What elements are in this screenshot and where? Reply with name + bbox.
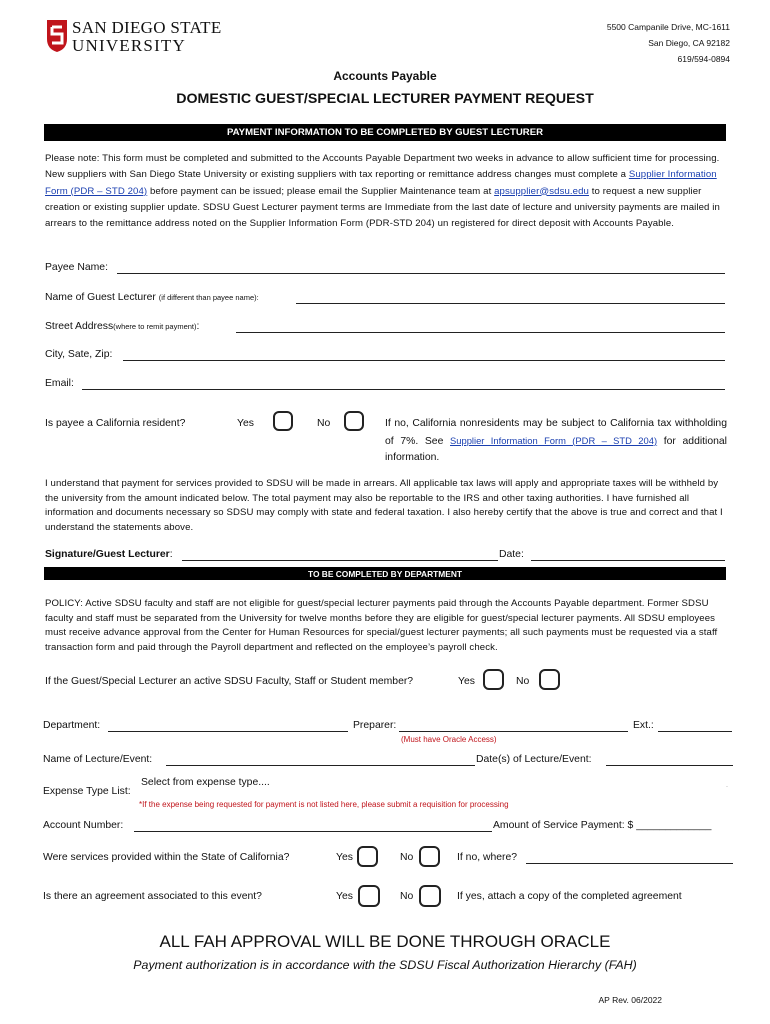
address-line-2: San Diego, CA 92182 [648,38,730,48]
active-yes-label: Yes [458,676,475,687]
resident-supplier-form-link[interactable]: Supplier Information Form (PDR – STD 204) [450,434,658,446]
street-address-label [45,321,199,332]
amount-label: Amount of Service Payment: $ _____________ [493,820,712,831]
california-yes-label: Yes [336,852,353,863]
signature-label [45,549,173,560]
california-no-checkbox[interactable] [419,846,440,867]
signature-date-label: Date: [499,549,524,560]
city-label: City, Sate, Zip: [45,349,113,360]
resident-question: Is payee a California resident? [45,418,186,429]
signature-date-field[interactable] [531,560,725,561]
resident-no-checkbox[interactable] [344,411,364,431]
lecturer-name-field[interactable] [296,303,725,304]
ext-field[interactable] [658,731,732,732]
email-label: Email: [45,378,74,389]
signature-field[interactable] [182,560,498,561]
california-yes-checkbox[interactable] [357,846,378,867]
resident-no-label: No [317,418,331,429]
oracle-access-note: (Must have Oracle Access) [401,735,497,744]
california-no-label: No [400,852,414,863]
fah-authorization-text: Payment authorization is in accordance with the SDSU Fiscal Authorization Hierarchy (FAH) [133,958,637,972]
sdsu-shield-icon [46,19,68,53]
resident-note-text-1: If no, California nonresidents may be subject to California tax withholding of 7%. See [385,418,727,447]
department-heading: Accounts Payable [333,69,437,83]
agreement-question: Is there an agreement associated to this event? [43,891,262,902]
city-field[interactable] [123,360,725,361]
active-member-question: If the Guest/Special Lecturer an active SDSU Faculty, Staff or Student member? [45,676,414,687]
note-text-2: before payment can be issued; please email the Supplier Maintenance team at [147,185,495,197]
certification-paragraph: I understand that payment for services provided to SDSU will be made in arrears. All applicable tax laws will apply and appropriate taxes will be withheld by the university from the amount indicated below. The total payment may also be reportable to the IRS and other taxing authorities. I have furnished all information and documents necessary so SDSU may comply with state and federal taxation. I also hereby certify that the above is true and correct and that I understand the statements above. [45,478,723,533]
lecturer-name-text: Name of Guest Lecturer [45,292,156,303]
apsupplier-email-link[interactable]: apsupplier@sdsu.edu [494,185,589,197]
note-text-1: Please note: This form must be completed and submitted to the Accounts Payable Department two weeks in advance to allow sufficient time for processing. New suppliers with San Diego State University or existing suppliers with tax reporting or remittance address changes must complete a [45,153,720,181]
if-no-where-label: If no, where? [457,852,518,863]
preparer-label: Preparer: [353,720,397,731]
department-label: Department: [43,720,101,731]
please-note-paragraph [45,151,727,232]
form-title: DOMESTIC GUEST/SPECIAL LECTURER PAYMENT REQUEST [176,91,594,107]
expense-note: *If the expense being requested for payment is not listed here, please submit a requisition for processing [139,800,509,809]
policy-paragraph: POLICY: Active SDSU faculty and staff are not eligible for guest/special lecturer payments paid through the Accounts Payable department. Former SDSU faculty and staff must be separated from the University for twelve months before they are eligible for guest/special lecturer payments. All SDSU employees must receive advance approval from the Center for Human Resources for special/guest lecturer payments; all such payments must be requested via a staff transaction form and paid through the Payroll department and reflected on the employee’s payroll check. [45,598,718,653]
ext-label: Ext.: [633,720,654,731]
logo-line-2: UNIVERSITY [72,36,186,55]
in-california-question: Were services provided within the State of California? [43,852,290,863]
lecturer-name-label [45,292,259,303]
address-line-3: 619/594-0894 [677,54,730,64]
sdsu-logo [46,17,221,55]
lecturer-name-note: (if different than payee name): [158,293,259,302]
expense-type-select[interactable] [138,776,732,794]
agreement-no-label: No [400,891,414,902]
address-line-1: 5500 Campanile Drive, MC-1611 [606,22,730,32]
signature-text: Signature/Guest Lecturer [45,549,170,560]
resident-note-text-2: for additional information. [385,435,727,463]
payee-name-field[interactable] [117,273,725,274]
active-yes-checkbox[interactable] [483,669,504,690]
account-number-label: Account Number: [43,820,124,831]
if-yes-attach-label: If yes, attach a copy of the completed agreement [457,891,682,902]
street-address-note: (where to remit payment) [113,322,197,331]
if-no-where-field[interactable] [526,863,733,864]
street-address-field[interactable] [236,332,725,333]
section-bar-guest-lecturer: PAYMENT INFORMATION TO BE COMPLETED BY GUEST LECTURER [44,124,726,141]
section-bar-department: TO BE COMPLETED BY DEPARTMENT [44,567,726,580]
expense-type-selected: Select from expense type.... [141,777,270,788]
oracle-approval-heading: ALL FAH APPROVAL WILL BE DONE THROUGH ORACLE [159,932,611,951]
agreement-no-checkbox[interactable] [419,885,441,907]
note-text-3: to request a new supplier creation or existing supplier update. SDSU Guest Lecturer payment terms are Immediate from the last date of lecture and university payments are mailed in arrears to the remittance address noted on the Supplier Information Form (PDR-STD 204) un registered for direct deposit with Accounts Payable. [45,185,720,230]
expense-chevron-icon: · [726,784,728,790]
resident-yes-label: Yes [237,418,254,429]
expense-type-label: Expense Type List: [43,786,131,797]
active-no-checkbox[interactable] [539,669,560,690]
supplier-form-link[interactable]: Supplier Information Form (PDR – STD 204) [45,169,717,197]
revision-label: AP Rev. 06/2022 [598,995,662,1005]
resident-yes-checkbox[interactable] [273,411,293,431]
preparer-field[interactable] [399,731,628,732]
logo-line-1: SAN DIEGO STATE [72,18,222,37]
lecture-dates-field[interactable] [606,765,733,766]
agreement-yes-label: Yes [336,891,353,902]
account-number-field[interactable] [134,831,492,832]
lecture-name-label: Name of Lecture/Event: [43,754,153,765]
agreement-yes-checkbox[interactable] [358,885,380,907]
payee-name-label: Payee Name: [45,262,108,273]
email-field[interactable] [82,389,725,390]
resident-note [385,416,727,467]
lecture-dates-label: Date(s) of Lecture/Event: [476,754,592,765]
street-address-colon: : [196,321,200,332]
department-field[interactable] [108,731,348,732]
street-address-text: Street Address [45,321,114,332]
lecture-name-field[interactable] [166,765,475,766]
active-no-label: No [516,676,530,687]
signature-colon: : [169,549,173,560]
address-block [607,19,730,67]
